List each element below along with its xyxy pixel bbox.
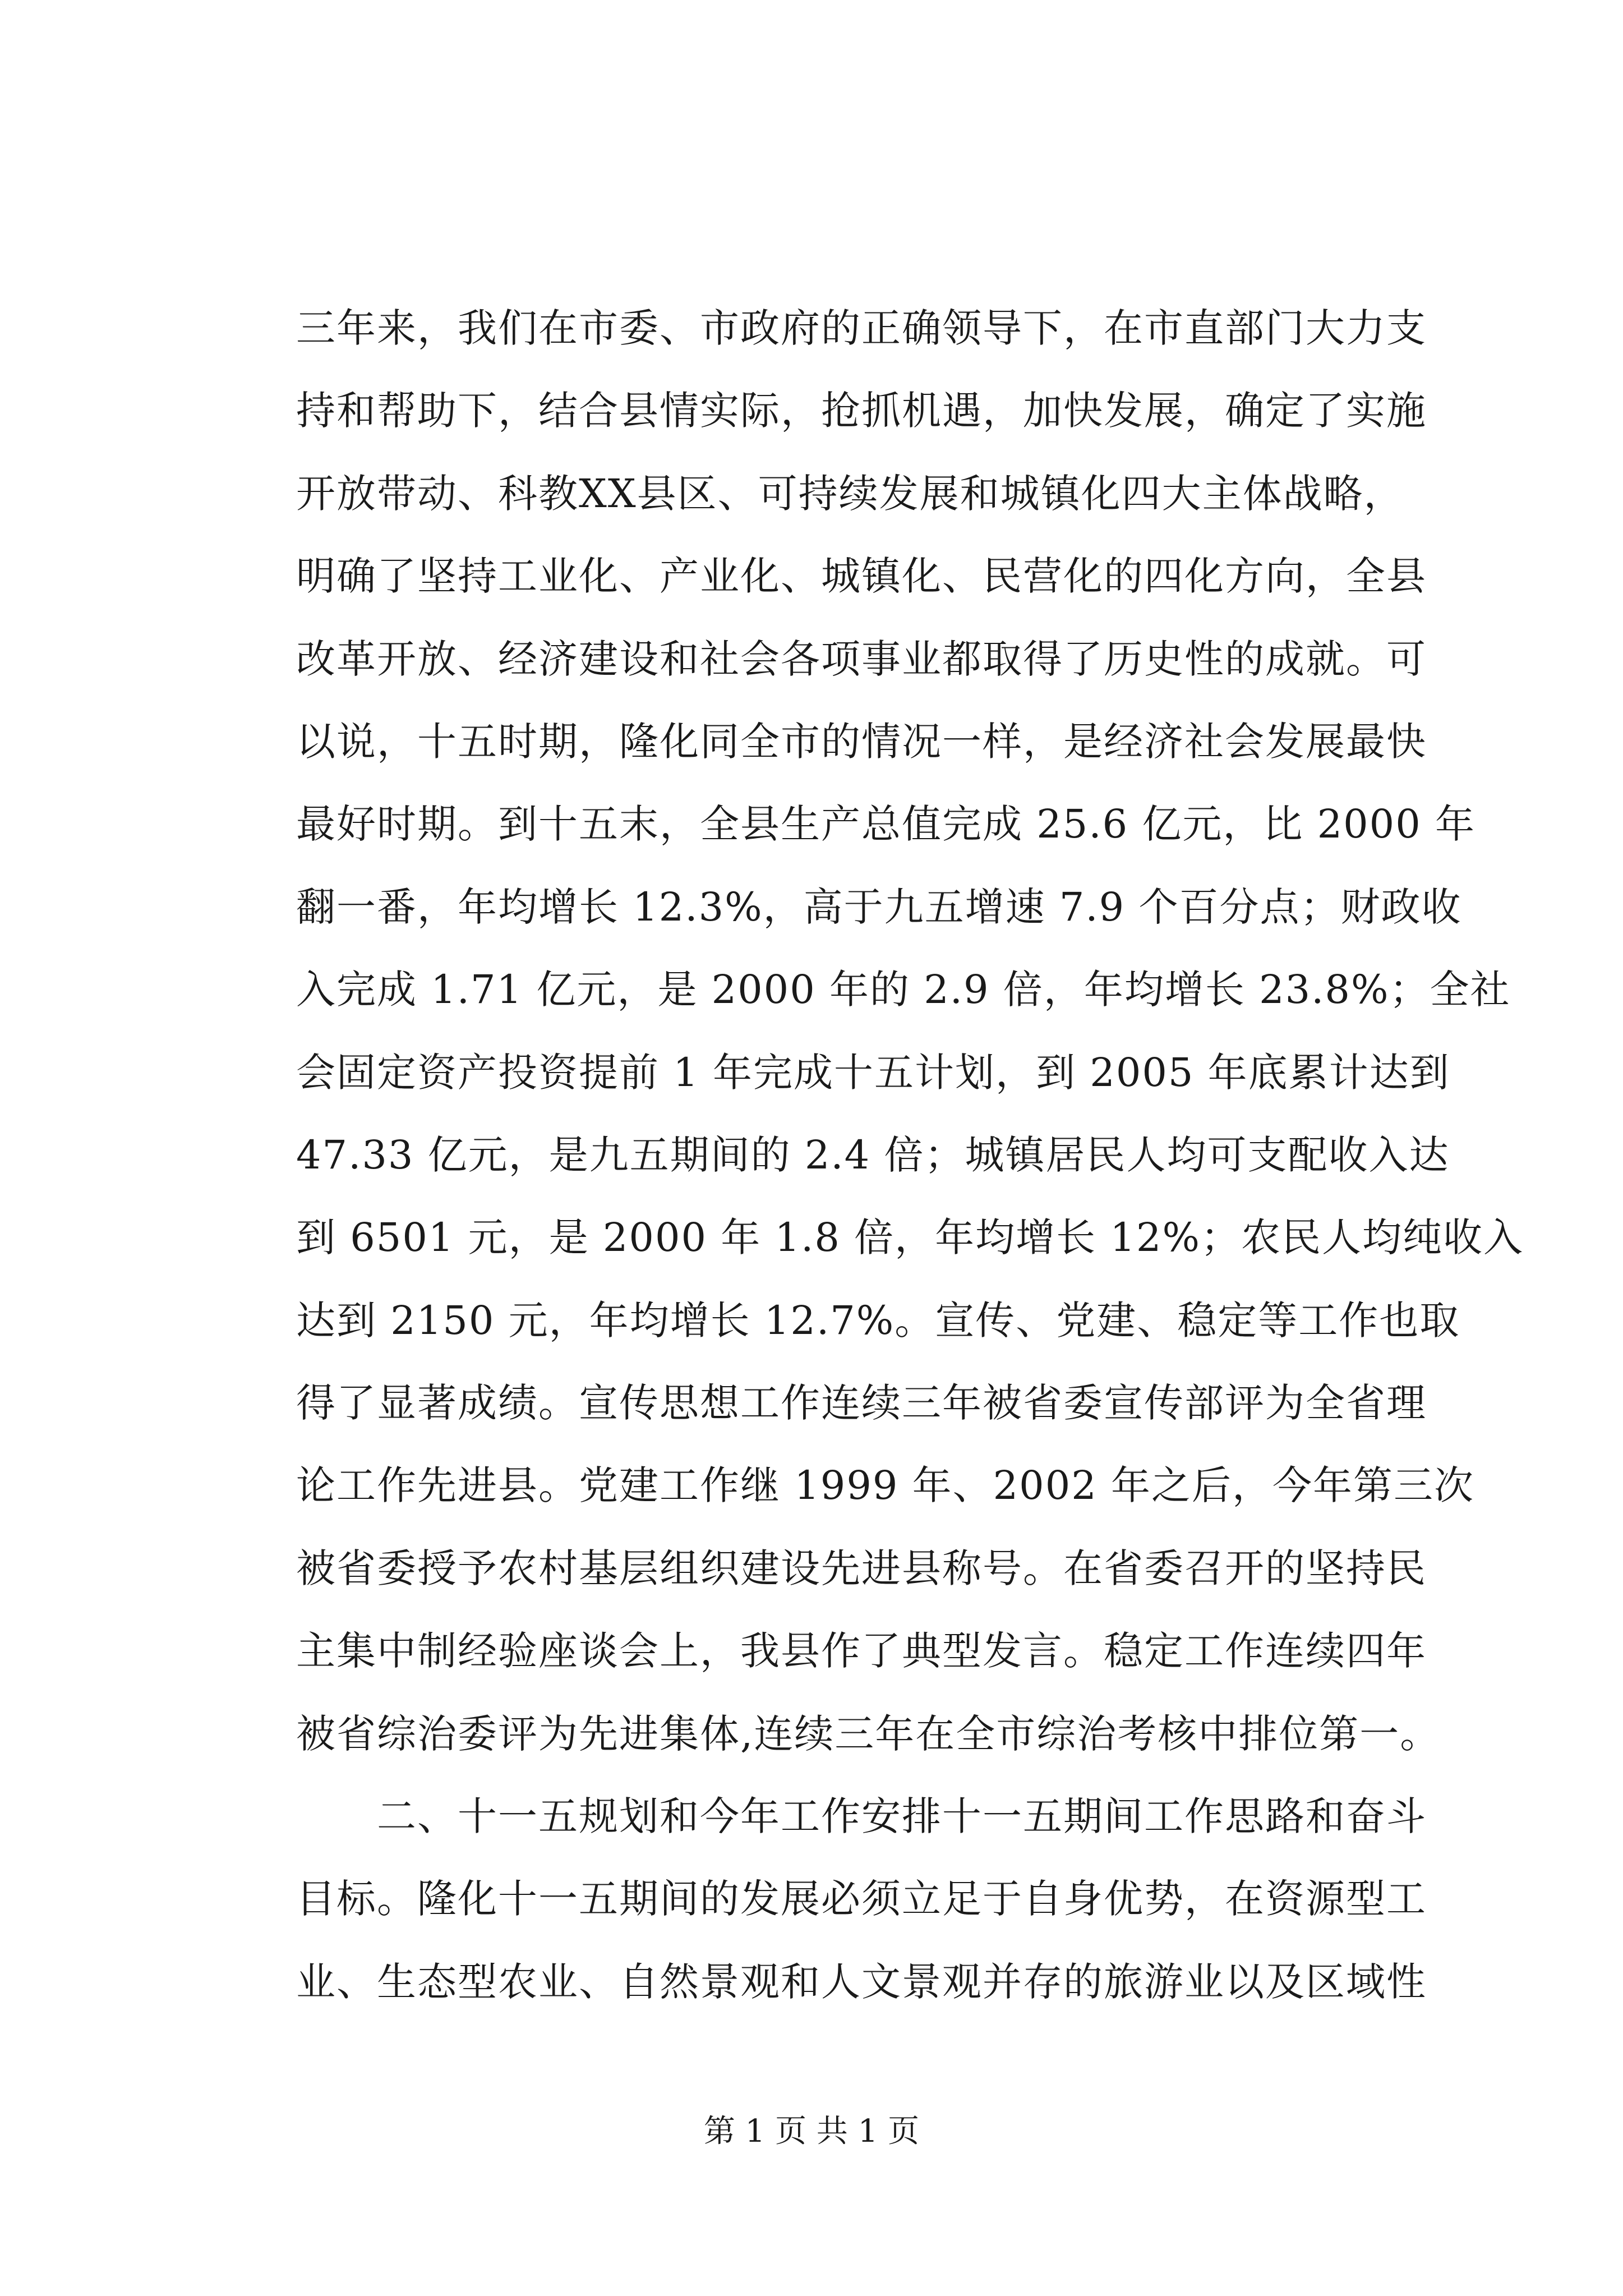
page-footer: 第 1 页 共 1 页 bbox=[703, 2113, 920, 2150]
text-line: 最好时期。到十五末，全县生产总值完成 25.6 亿元，比 2000 年 bbox=[296, 801, 1476, 848]
text-line: 47.33 亿元，是九五期间的 2.4 倍；城镇居民人均可支配收入达 bbox=[296, 1131, 1450, 1178]
text-line: 持和帮助下，结合县情实际，抢抓机遇，加快发展，确定了实施 bbox=[296, 388, 1427, 434]
text-line: 论工作先进县。党建工作继 1999 年、2002 年之后，今年第三次 bbox=[296, 1462, 1475, 1509]
body-text bbox=[296, 287, 1524, 2023]
text-line: 被省综治委评为先进集体,连续三年在全市综治考核中排位第一。 bbox=[296, 1710, 1441, 1757]
text-line: 二、十一五规划和今年工作安排十一五期间工作思路和奋斗 bbox=[296, 1793, 1427, 1840]
text-line: 三年来，我们在市委、市政府的正确领导下，在市直部门大力支 bbox=[296, 305, 1427, 351]
text-line: 开放带动、科教XX县区、可持续发展和城镇化四大主体战略， bbox=[296, 470, 1404, 517]
text-line: 明确了坚持工业化、产业化、城镇化、民营化的四化方向，全县 bbox=[296, 553, 1427, 600]
text-line: 到 6501 元，是 2000 年 1.8 倍，年均增长 12%；农民人均纯收入 bbox=[296, 1214, 1524, 1261]
text-line: 会固定资产投资提前 1 年完成十五计划，到 2005 年底累计达到 bbox=[296, 1049, 1450, 1096]
text-line: 以说，十五时期，隆化同全市的情况一样，是经济社会发展最快 bbox=[296, 718, 1427, 765]
text-line: 目标。隆化十一五期间的发展必须立足于自身优势，在资源型工 bbox=[296, 1876, 1427, 1922]
text-line: 改革开放、经济建设和社会各项事业都取得了历史性的成就。可 bbox=[296, 636, 1427, 682]
text-line: 翻一番，年均增长 12.3%，高于九五增速 7.9 个百分点；财政收 bbox=[296, 884, 1462, 930]
text-line: 得了显著成绩。宣传思想工作连续三年被省委宣传部评为全省理 bbox=[296, 1380, 1427, 1427]
text-line: 达到 2150 元，年均增长 12.7%。宣传、党建、稳定等工作也取 bbox=[296, 1297, 1460, 1343]
text-line: 业、生态型农业、自然景观和人文景观并存的旅游业以及区域性 bbox=[296, 1958, 1427, 2005]
text-line: 入完成 1.71 亿元，是 2000 年的 2.9 倍，年均增长 23.8%；全社 bbox=[296, 967, 1511, 1013]
text-line: 主集中制经验座谈会上，我县作了典型发言。稳定工作连续四年 bbox=[296, 1628, 1427, 1674]
text-line: 被省委授予农村基层组织建设先进县称号。在省委召开的坚持民 bbox=[296, 1545, 1427, 1591]
